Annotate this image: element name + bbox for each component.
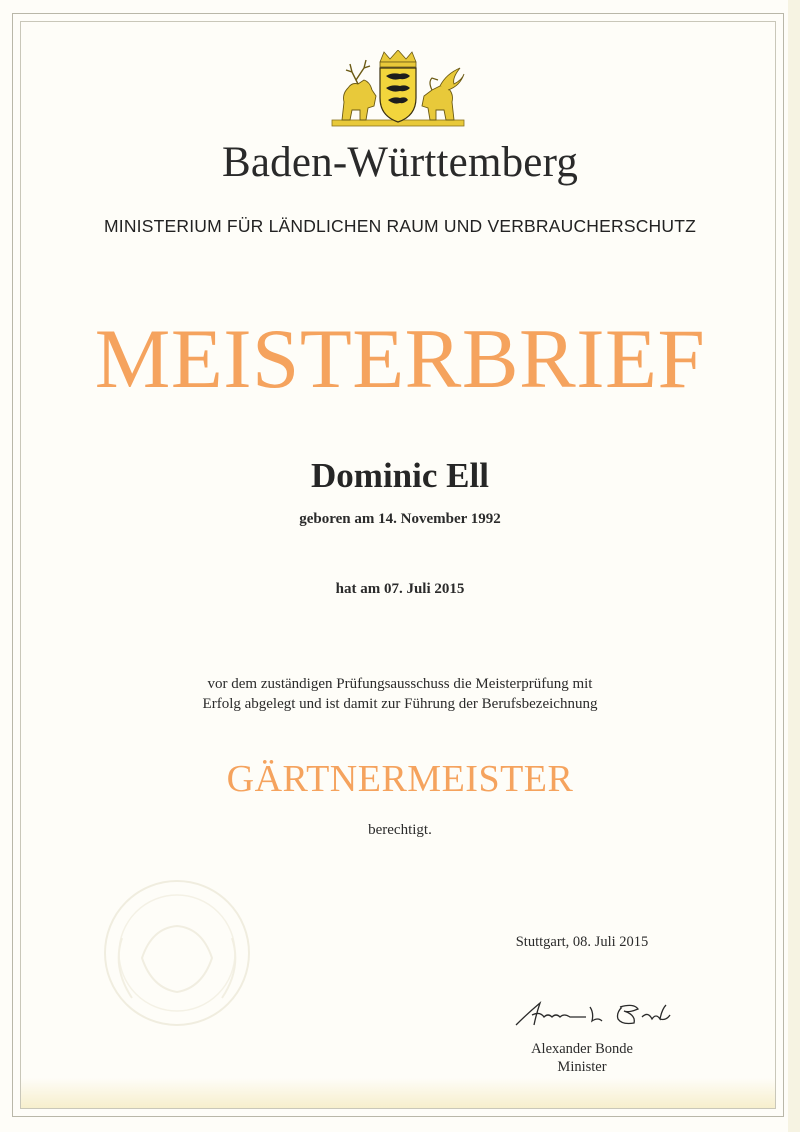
signer-role: Minister — [557, 1059, 607, 1075]
exam-date-line: hat am 07. Juli 2015 — [335, 581, 465, 597]
body-text-line-2: Erfolg abgelegt und ist damit zur Führung der Berufsbezeichnung — [202, 696, 598, 712]
signer-name: Alexander Bonde — [531, 1041, 633, 1057]
body-text-line-1: vor dem zuständigen Prüfungsausschuss die Meisterprüfung mit — [207, 676, 593, 692]
entitled-text: berechtigt. — [368, 822, 432, 838]
embossed-seal-icon — [82, 868, 272, 1028]
document-title: MEISTERBRIEF — [94, 312, 706, 406]
paper-tint — [21, 1078, 775, 1108]
holder-name: Dominic Ell — [311, 456, 489, 495]
place-and-date: Stuttgart, 08. Juli 2015 — [515, 934, 649, 950]
signature-icon — [510, 995, 675, 1035]
coat-of-arms-icon — [328, 50, 468, 130]
profession-title: GÄRTNERMEISTER — [226, 758, 574, 800]
ministry-name: MINISTERIUM FÜR LÄNDLICHEN RAUM UND VERBRAUCHERSCHUTZ — [103, 216, 697, 236]
state-name: Baden-Württemberg — [221, 139, 579, 186]
birth-date-line: geboren am 14. November 1992 — [299, 511, 501, 527]
